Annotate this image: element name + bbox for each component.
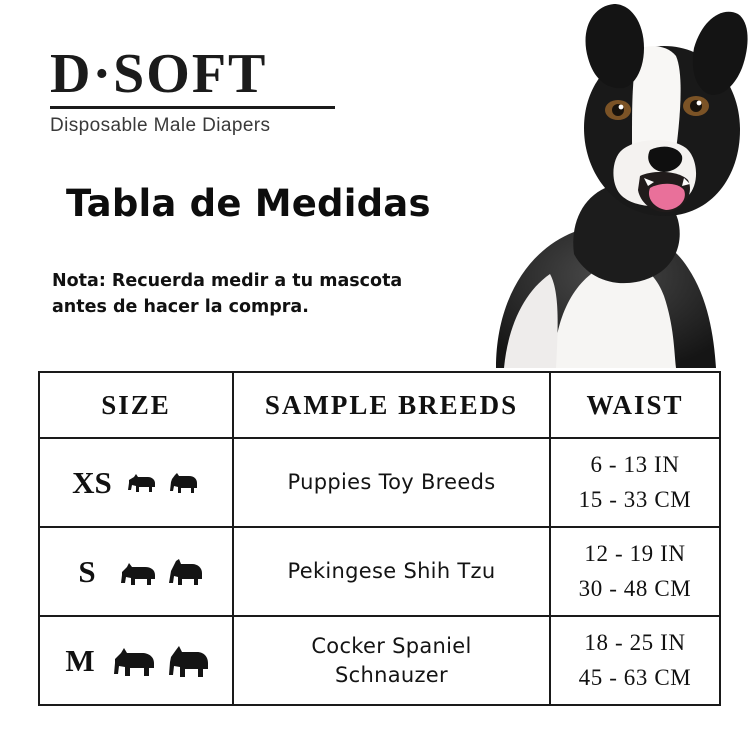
breeds-cell-xs: Puppies Toy Breeds	[233, 438, 550, 527]
size-cell-s	[39, 527, 233, 616]
dog-silhouette-large-2-icon	[167, 644, 211, 678]
size-chart-table	[38, 371, 721, 706]
measurement-note: Nota: Recuerda medir a tu mascota antes de hacer la compra.	[52, 271, 403, 318]
table-header-row	[39, 372, 720, 438]
brand-divider	[50, 106, 335, 109]
dog-silhouette-medium-icon	[120, 559, 158, 587]
dog-silhouette-large-icon	[113, 644, 157, 678]
breeds-cell-s: Pekingese Shih Tzu	[233, 527, 550, 616]
waist-inches: 6 - 13 IN	[590, 452, 680, 477]
waist-inches: 12 - 19 IN	[584, 541, 686, 566]
header-size: SIZE	[39, 372, 233, 438]
brand-tagline: Disposable Male Diapers	[50, 115, 271, 136]
size-cell-xs	[39, 438, 233, 527]
size-label: XS	[72, 464, 112, 500]
dog-silhouette-small-icon	[126, 471, 158, 495]
brand-logo	[50, 43, 350, 137]
header-sample-breeds: SAMPLE BREEDS	[233, 372, 550, 438]
table-row	[39, 616, 720, 705]
waist-centimeters: 45 - 63 CM	[578, 664, 692, 690]
dog-silhouette-small-2-icon	[168, 471, 200, 495]
waist-cell-s	[550, 527, 720, 616]
size-cell-m	[39, 616, 233, 705]
size-label: S	[78, 553, 96, 589]
waist-inches: 18 - 25 IN	[584, 630, 686, 655]
dog-silhouette-icons	[120, 557, 204, 587]
breeds-cell-m	[233, 616, 550, 705]
breeds-line-1: Cocker Spaniel	[311, 634, 472, 659]
breeds-line-2: Schnauzer	[335, 662, 448, 687]
waist-centimeters: 30 - 48 CM	[578, 575, 692, 601]
page-title: Tabla de Medidas	[66, 182, 431, 225]
table-row	[39, 527, 720, 616]
dog-silhouette-icons	[126, 471, 200, 495]
dog-silhouette-icons	[113, 644, 211, 678]
brand-wordmark: D·SOFT	[50, 43, 268, 105]
waist-centimeters: 15 - 33 CM	[578, 486, 692, 512]
dog-silhouette-medium-2-icon	[168, 557, 204, 587]
size-label: M	[65, 642, 95, 678]
dog-photo	[378, 0, 750, 368]
waist-cell-xs	[550, 438, 720, 527]
header-waist: WAIST	[550, 372, 720, 438]
table-row	[39, 438, 720, 527]
waist-cell-m	[550, 616, 720, 705]
